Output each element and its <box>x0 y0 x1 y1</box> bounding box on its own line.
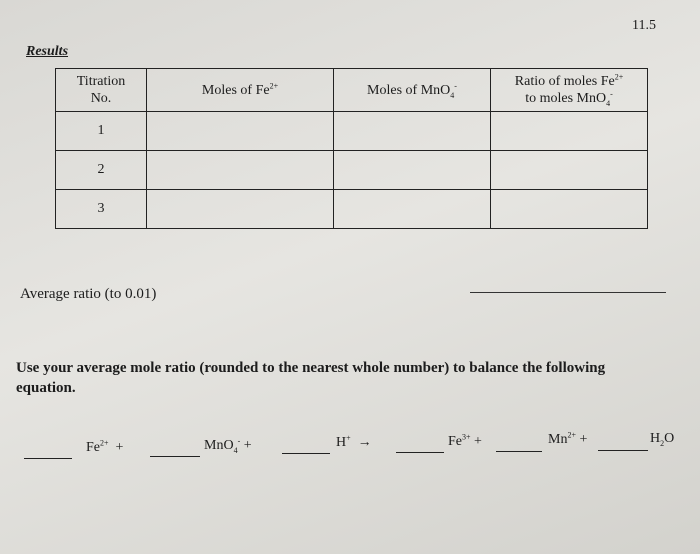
titration-number: 1 <box>56 112 147 151</box>
average-ratio-blank[interactable] <box>470 292 666 293</box>
term-mno4: MnO$_4$- + <box>204 436 252 455</box>
results-table <box>55 68 648 229</box>
term-h2o: $H_2O$ <box>650 431 675 448</box>
header-moles-fe: Moles of $Fe^{2+}$ <box>147 69 334 112</box>
moles-fe-cell[interactable] <box>147 112 334 151</box>
table-header-row <box>56 69 648 112</box>
page-number: 11.5 <box>632 18 656 33</box>
coefficient-blank-fe2[interactable] <box>24 458 72 459</box>
moles-mno4-cell[interactable] <box>334 190 491 229</box>
table-row <box>56 151 648 190</box>
term-h: H+ → <box>336 433 372 450</box>
table-row <box>56 112 648 151</box>
titration-number: 3 <box>56 190 147 229</box>
instructions: Use your average mole ratio (rounded to the nearest whole number) to balance the following equation. <box>16 360 606 396</box>
section-title: Results <box>26 44 69 59</box>
header-moles-mno4: Moles of MnO$_4$- <box>334 69 491 112</box>
coefficient-blank-fe3[interactable] <box>396 452 444 453</box>
moles-mno4-cell[interactable] <box>334 151 491 190</box>
term-fe2: $Fe^{2+}$ + <box>86 438 124 455</box>
average-ratio-label: Average ratio (to 0.01) <box>20 286 157 302</box>
ratio-cell[interactable] <box>491 190 648 229</box>
term-fe3: $Fe^{3+}$ + <box>448 432 482 449</box>
coefficient-blank-h[interactable] <box>282 453 330 454</box>
coefficient-blank-h2o[interactable] <box>598 450 648 451</box>
titration-number: 2 <box>56 151 147 190</box>
ratio-cell[interactable] <box>491 112 648 151</box>
header-ratio: Ratio of moles $Fe^{2+}$ to moles MnO$_4$- <box>491 69 648 112</box>
moles-fe-cell[interactable] <box>147 151 334 190</box>
ratio-cell[interactable] <box>491 151 648 190</box>
coefficient-blank-mn[interactable] <box>496 451 542 452</box>
table-row <box>56 190 648 229</box>
moles-fe-cell[interactable] <box>147 190 334 229</box>
term-mn: $Mn^{2+}$ + <box>548 430 588 447</box>
coefficient-blank-mno4[interactable] <box>150 456 200 457</box>
header-titration-no: Titration No. <box>56 69 147 112</box>
moles-mno4-cell[interactable] <box>334 112 491 151</box>
